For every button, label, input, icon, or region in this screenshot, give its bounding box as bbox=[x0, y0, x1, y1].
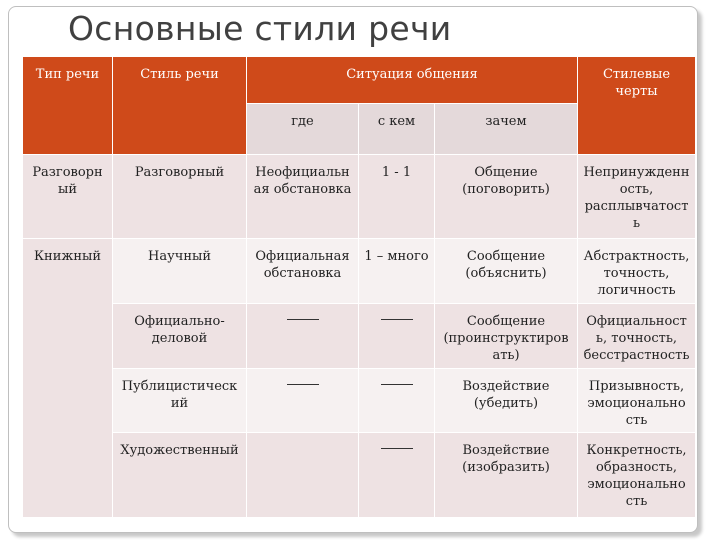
row1-with-whom: 1 - 1 bbox=[359, 155, 435, 239]
row2-why: Сообщение (объяснить) bbox=[435, 239, 578, 304]
row4-where bbox=[247, 369, 359, 433]
header-why: зачем bbox=[435, 104, 578, 155]
row4-with-whom bbox=[359, 369, 435, 433]
row2-type: Книжный bbox=[23, 239, 113, 518]
row1-where: Неофициальн ая обстановка bbox=[247, 155, 359, 239]
row3-why: Сообщение (проинструктиров ать) bbox=[435, 304, 578, 369]
row1-style: Разговорный bbox=[113, 155, 247, 239]
row5-where bbox=[247, 433, 359, 518]
row2-style: Научный bbox=[113, 239, 247, 304]
row1-type: Разговорн ый bbox=[23, 155, 113, 239]
empty-dash bbox=[381, 319, 413, 320]
header-situation: Ситуация общения bbox=[247, 57, 578, 104]
row5-style: Художественный bbox=[113, 433, 247, 518]
row2-where: Официальная обстановка bbox=[247, 239, 359, 304]
row2-with-whom: 1 – много bbox=[359, 239, 435, 304]
empty-dash bbox=[287, 319, 319, 320]
header-type: Тип речи bbox=[23, 57, 113, 155]
row3-where bbox=[247, 304, 359, 369]
header-style: Стиль речи bbox=[113, 57, 247, 155]
row1-why: Общение (поговорить) bbox=[435, 155, 578, 239]
row4-features: Призывность, эмоционально сть bbox=[578, 369, 696, 433]
row5-why: Воздействие (изобразить) bbox=[435, 433, 578, 518]
row2-features: Абстрактность, точность, логичность bbox=[578, 239, 696, 304]
row4-style: Публицистическ ий bbox=[113, 369, 247, 433]
row3-style: Официально-деловой bbox=[113, 304, 247, 369]
row3-features: Официальност ь, точность, бесстрастность bbox=[578, 304, 696, 369]
header-with-whom: с кем bbox=[359, 104, 435, 155]
row1-features: Непринужденн ость, расплывчатост ь bbox=[578, 155, 696, 239]
row4-why: Воздействие (убедить) bbox=[435, 369, 578, 433]
empty-dash bbox=[381, 384, 413, 385]
page-title: Основные стили речи bbox=[68, 9, 452, 48]
empty-dash bbox=[287, 384, 319, 385]
header-where: где bbox=[247, 104, 359, 155]
header-features: Стилевые черты bbox=[578, 57, 696, 155]
row5-with-whom bbox=[359, 433, 435, 518]
empty-dash bbox=[381, 448, 413, 449]
row5-features: Конкретность, образность, эмоционально сть bbox=[578, 433, 696, 518]
row3-with-whom bbox=[359, 304, 435, 369]
